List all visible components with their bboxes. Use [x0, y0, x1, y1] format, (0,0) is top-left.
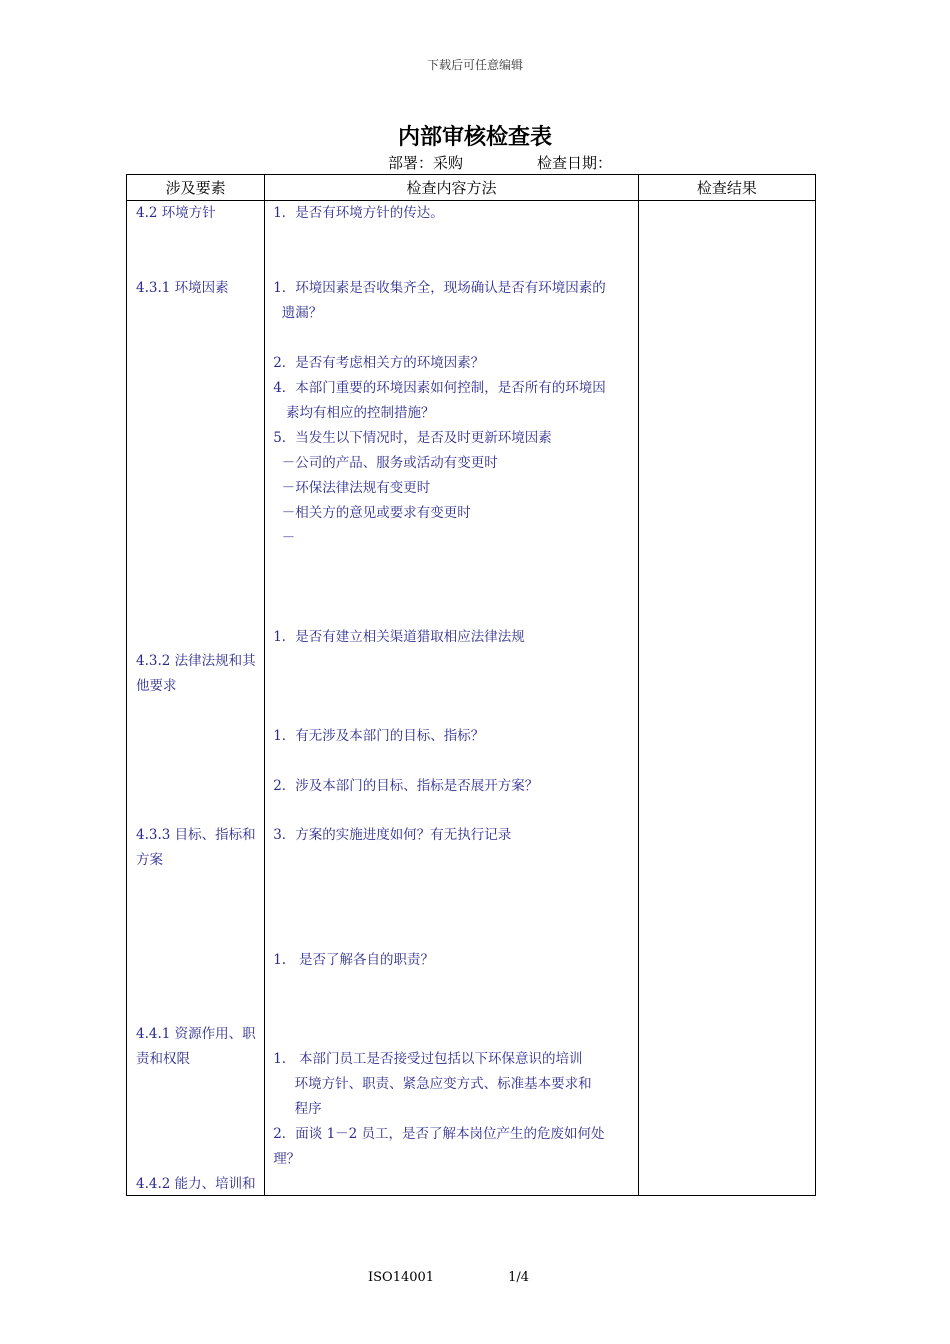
footer-doc-code: ISO14001	[368, 1270, 435, 1285]
header-note: 下载后可任意编辑	[426, 58, 523, 72]
element-item: 4.3.3 目标、指标和	[136, 827, 256, 843]
check-item: 环境方针、职责、紧急应变方式、标准基本要求和	[273, 1076, 592, 1092]
table-header-row	[127, 175, 816, 201]
check-date-label: 检查日期：	[537, 154, 613, 172]
element-item: 4.3.1 环境因素	[136, 280, 229, 296]
check-item: 1．是否有环境方针的传达。	[273, 205, 444, 221]
department-label: 部署：采购	[388, 154, 464, 172]
check-item: 理？	[273, 1151, 301, 1167]
footer	[368, 1270, 529, 1285]
check-item: 2．面谈 1－2 员工，是否了解本岗位产生的危废如何处	[273, 1126, 605, 1142]
check-item: 2．是否有考虑相关方的环境因素？	[273, 355, 485, 371]
check-item: 1．有无涉及本部门的目标、指标？	[273, 728, 485, 744]
element-item: 方案	[136, 852, 163, 868]
element-item: 4.3.2 法律法规和其	[136, 653, 256, 669]
check-item: －相关方的意见或要求有变更时	[273, 505, 471, 521]
header-check-content: 检查内容方法	[265, 175, 639, 201]
check-item: 1. 本部门员工是否接受过包括以下环保意识的培训	[273, 1051, 583, 1067]
footer-page-number: 1/4	[508, 1270, 529, 1285]
page-title: 内部审核检查表	[397, 124, 552, 150]
element-item: 4.4.1 资源作用、职	[136, 1026, 256, 1042]
check-item: 素均有相应的控制措施？	[273, 405, 435, 421]
element-item: 他要求	[136, 678, 177, 694]
audit-table	[126, 174, 816, 1196]
meta-line	[388, 152, 612, 173]
check-item: 1. 是否了解各自的职责？	[273, 952, 434, 968]
check-item: 程序	[273, 1101, 322, 1117]
header-elements: 涉及要素	[127, 175, 265, 201]
check-item: －公司的产品、服务或活动有变更时	[273, 455, 498, 471]
check-item: 5．当发生以下情况时，是否及时更新环境因素	[273, 430, 552, 446]
check-item: 1．环境因素是否收集齐全，现场确认是否有环境因素的	[273, 280, 606, 296]
header-check-result: 检查结果	[638, 175, 815, 201]
check-item: 2．涉及本部门的目标、指标是否展开方案？	[273, 778, 539, 794]
element-item: 责和权限	[136, 1051, 190, 1067]
elements-cell	[127, 201, 265, 1196]
check-item: 3．方案的实施进度如何？有无执行记录	[273, 827, 512, 843]
check-item: －环保法律法规有变更时	[273, 480, 431, 496]
element-item: 4.4.2 能力、培训和	[136, 1176, 256, 1192]
check-item: 遗漏？	[273, 305, 323, 321]
check-item: 4．本部门重要的环境因素如何控制，是否所有的环境因	[273, 380, 606, 396]
check-item: －	[273, 530, 296, 546]
check-item: 1．是否有建立相关渠道猎取相应法律法规	[273, 629, 525, 645]
check-result-cell[interactable]	[638, 201, 815, 1196]
table-row	[127, 201, 816, 1196]
element-item: 4.2 环境方针	[136, 205, 216, 221]
check-content-cell	[265, 201, 639, 1196]
